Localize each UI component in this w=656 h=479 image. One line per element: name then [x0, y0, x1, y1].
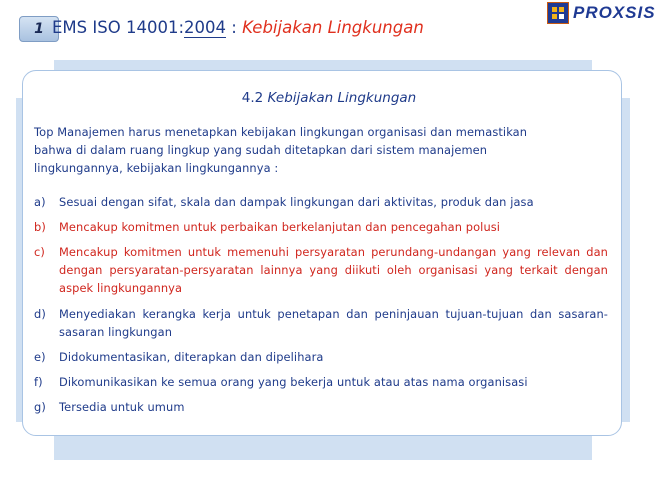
list-marker: b) [34, 220, 46, 234]
list-item-text: Dikomunikasikan ke semua orang yang bekerja untuk atau atas nama organisasi [59, 375, 528, 389]
list-item [34, 243, 608, 297]
logo-text: PROXSIS [573, 3, 656, 22]
list-item-text: Sesuai dengan sifat, skala dan dampak lingkungan dari aktivitas, produk dan jasa [59, 195, 534, 209]
title-year: 2004 [184, 18, 226, 37]
list-item [34, 305, 608, 341]
list-marker: d) [34, 307, 46, 321]
list-item [34, 398, 608, 416]
list-item-text: Mencakup komitmen untuk perbaikan berkelanjutan dan pencegahan polusi [59, 220, 501, 234]
slide-number-badge: 1 [19, 16, 59, 42]
list-item [34, 193, 608, 211]
list-marker: g) [34, 400, 46, 414]
page-title [52, 18, 424, 37]
list-item-text: Menyediakan kerangka kerja untuk penetapan dan peninjauan tujuan-tujuan dan sasaran-sasaran lingkungan [59, 307, 608, 339]
list-marker: a) [34, 195, 46, 209]
title-subtitle: Kebijakan Lingkungan [242, 18, 424, 37]
intro-line: Top Manajemen harus menetapkan kebijakan lingkungan organisasi dan memastikan [34, 125, 528, 139]
section-title [0, 90, 638, 106]
proxsis-logo [547, 3, 656, 23]
intro-line: lingkungannya, kebijakan lingkungannya : [34, 161, 279, 175]
intro-line: bahwa di dalam ruang lingkup yang sudah ditetapkan dari sistem manajemen [34, 143, 488, 157]
list-marker: f) [34, 375, 43, 389]
list-item-text: Tersedia untuk umum [59, 400, 185, 414]
list-item [34, 218, 608, 236]
section-number: 4.2 [241, 90, 264, 106]
list-item-text: Didokumentasikan, diterapkan dan dipelihara [59, 350, 324, 364]
intro-paragraph [34, 123, 574, 177]
proxsis-logo-icon [547, 2, 569, 24]
list-item [34, 348, 608, 366]
list-marker: c) [34, 245, 45, 259]
title-prefix: EMS ISO 14001: [52, 18, 184, 37]
list-item-text: Mencakup komitmen untuk memenuhi persyaratan perundang-undangan yang relevan dan dengan persyaratan-persyaratan lainnya yang diikuti oleh organisasi yang terkait dengan aspek lingkungannya [59, 245, 608, 295]
list-marker: e) [34, 350, 46, 364]
title-separator: : [226, 18, 243, 37]
section-name: Kebijakan Lingkungan [267, 90, 417, 106]
list-item [34, 373, 608, 391]
